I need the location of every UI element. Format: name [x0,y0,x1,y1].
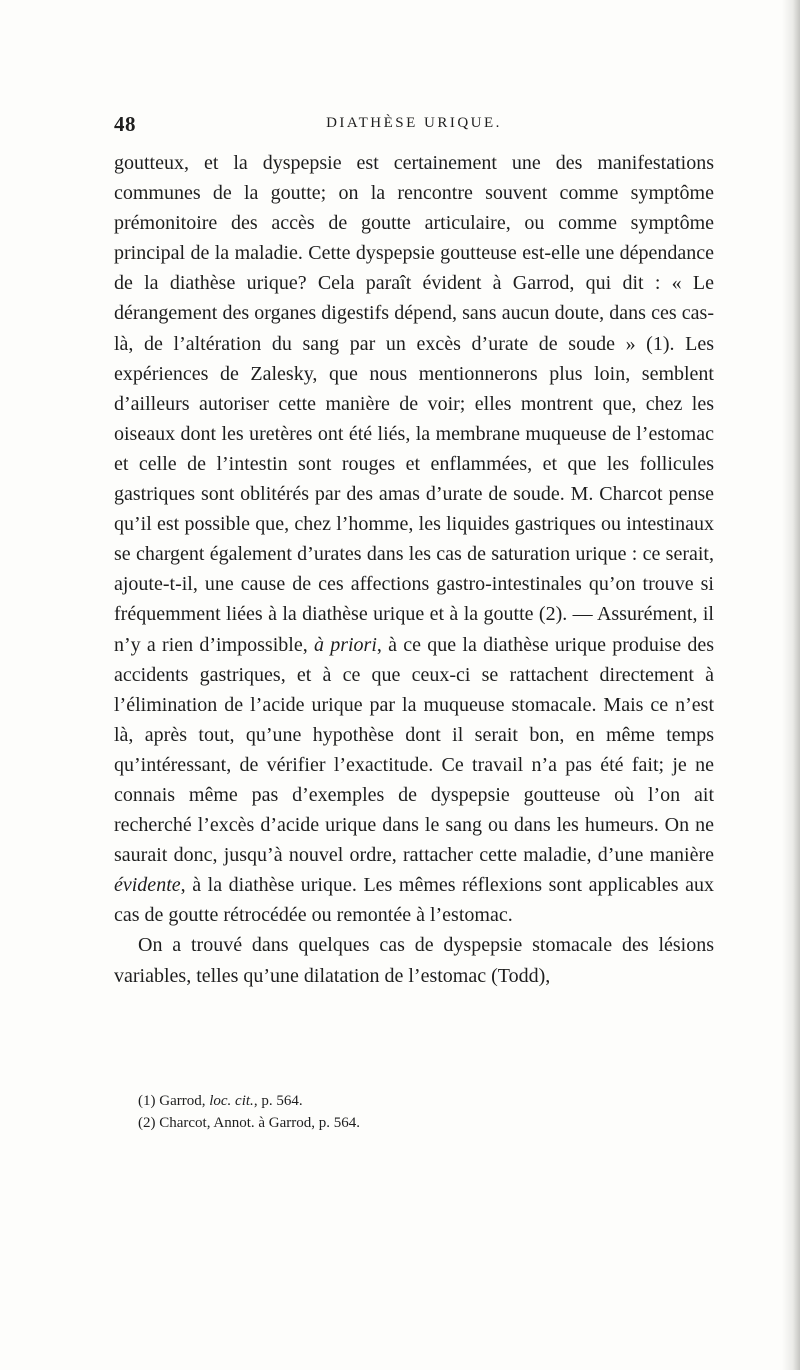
italic-phrase: à priori [313,633,377,656]
paragraph: On a trouvé dans quelques cas de dyspepsie stomacale des lésions variables, telles qu’une dilatation de l’estomac (Todd), [114,934,714,987]
body-text [114,148,714,991]
footnote-text: , p. 564. [253,1093,303,1109]
page-number: 48 [114,112,136,136]
paragraph [114,148,714,930]
page-edge-shadow [782,0,800,1370]
text-segment: , à ce que la diathèse urique produise des accidents gastriques, et à ce que ceux-ci se rattachent directement à l’élimination de l’acide urique par la muqueuse stomacale. Mais ce n’est là, après tout, qu’une hypothèse dont il serait bon, en même temps qu’intéressant, de vérifier l’exactitude. Ce travail n’a pas été fait; je ne connais même pas d’exemples de dyspepsie goutteuse où l’on ait recherché l’excès d’acide urique dans le sang ou dans les humeurs. On ne saurait donc, jusqu’à nouvel ordre, rattacher cette maladie, d’une manière [114,633,714,867]
italic-phrase: évidente [114,874,181,897]
text-segment: goutteux, et la dyspepsie est certainement une des manifestations communes de la goutte; on la rencontre souvent comme symptôme prémonitoire des accès de goutte articulaire, ou comme symptôme principal de la maladie. Cette dyspepsie goutteuse est-elle une dépendance de la diathèse urique? Cela paraît évident à Garrod, qui dit : « Le dérangement des organes digestifs dépend, sans aucun doute, dans ces cas-là, de l’altération du sang par un excès d’urate de soude » (1). Les expériences de Zalesky, que nous mentionnerons plus loin, semblent d’ailleurs autoriser cette manière de voir; elles montrent que, chez les oiseaux dont les uretères ont été liés, la membrane muqueuse de l’estomac et celle de l’intestin sont rouges et enflammées, et que les follicules gastriques sont oblitérés par des amas d’urate de soude. M. Charcot pense qu’il est possible que, chez l’homme, les liquides gastriques ou intestinaux se chargent également d’urates dans les cas de saturation urique : ce serait, ajoute-t-il, une cause de ces affections gastro-intestinales qu’on trouve si fréquemment liées à la diathèse urique et à la goutte (2). — Assurément, il n’y a rien d’impossible, [114,152,714,656]
footnote-1 [138,1090,698,1112]
running-title: DIATHÈSE URIQUE. [326,115,502,131]
footnote-2: (2) Charcot, Annot. à Garrod, p. 564. [138,1115,361,1131]
text-segment: , à la diathèse urique. Les mêmes réflexions sont applicables aux cas de goutte rétrocédée ou remontée à l’estomac. [114,874,714,927]
footnote-text: (1) Garrod, [138,1093,206,1109]
running-head [114,112,714,142]
footnote-italic: loc. cit. [209,1093,254,1109]
footnotes [138,1090,698,1134]
